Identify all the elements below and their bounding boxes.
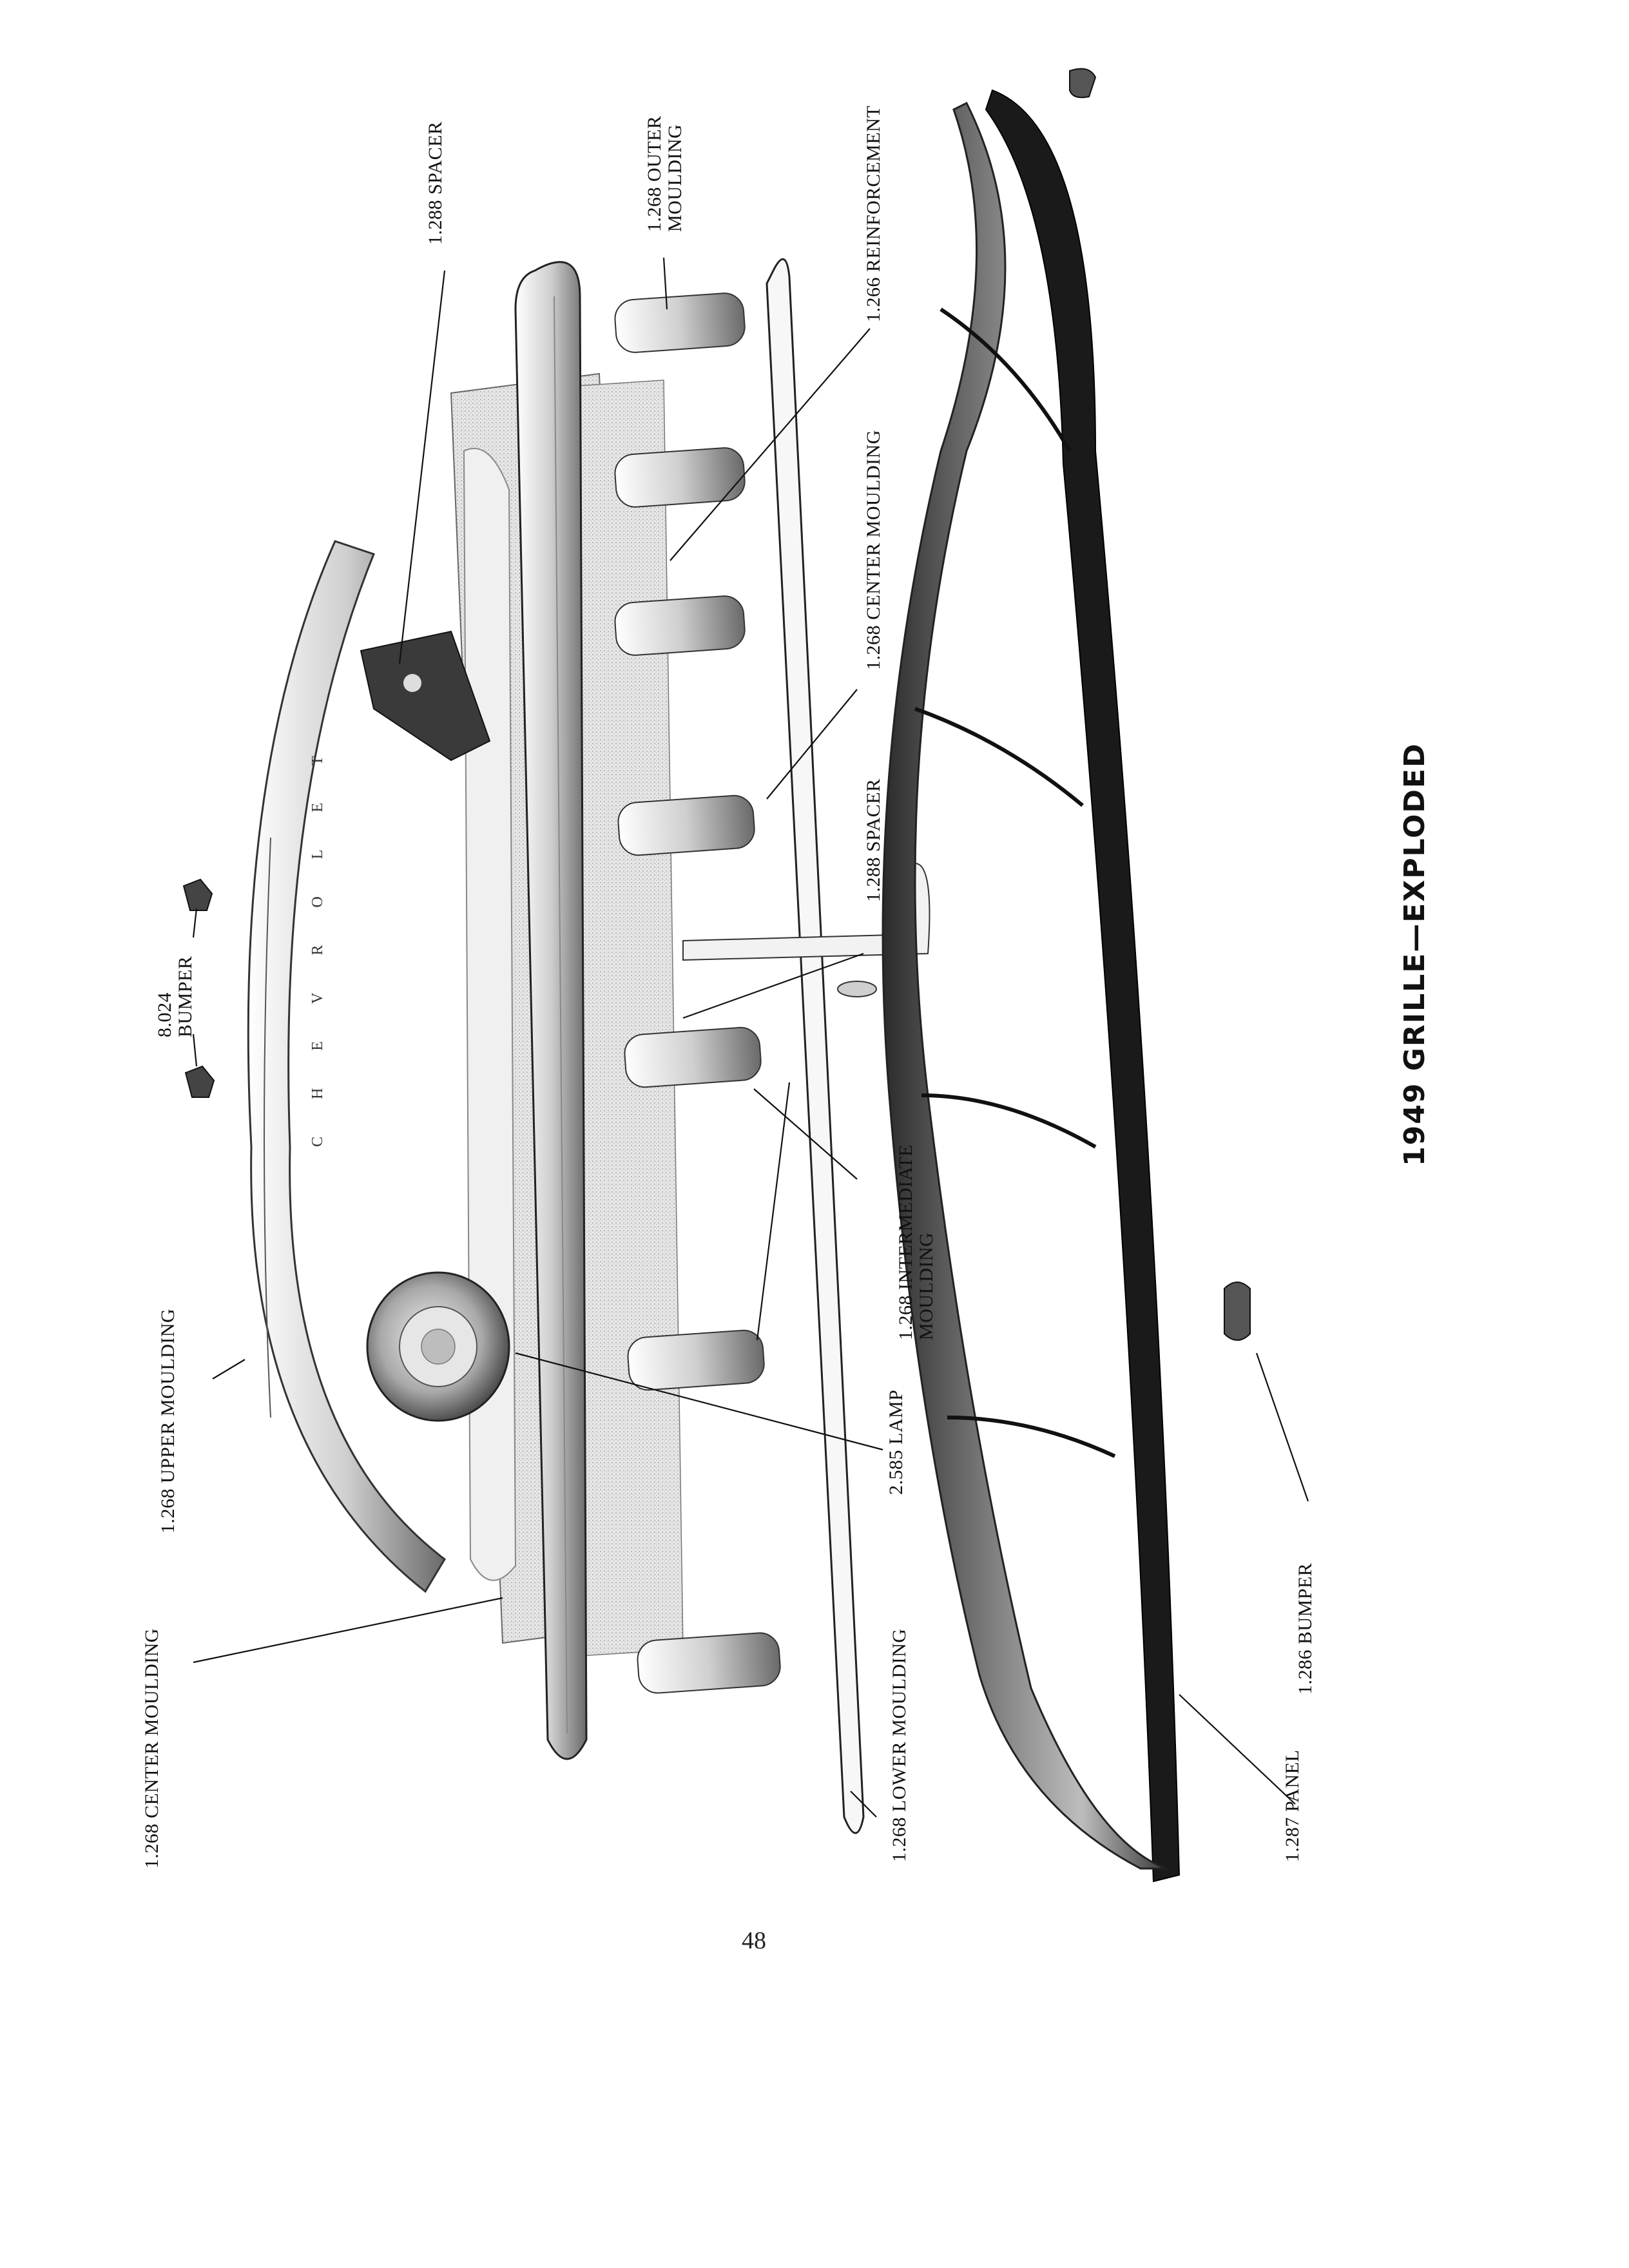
label-bumper-bottom-line1: 1.286 BUMPER [1295, 1562, 1316, 1695]
page-title: 1949 GRILLE—EXPLODED [1398, 742, 1431, 1166]
chevrolet-script: CHEVROLET [309, 718, 326, 1147]
label-bumper-bottom [1295, 1563, 1316, 1695]
label-upper-moulding [158, 1309, 178, 1533]
lamp [367, 1273, 509, 1421]
label-spacer-mid-line1: 1.288 SPACER [863, 778, 884, 902]
label-lower-moulding [889, 1629, 910, 1862]
label-reinforcement-line1: 1.266 REINFORCEMENT [863, 105, 884, 322]
label-lamp-line1: 2.585 LAMP [885, 1389, 907, 1495]
label-outer-moulding-line1: 1.268 OUTER [644, 115, 665, 232]
label-intermediate-moulding-line1: 1.268 INTERMEDIATE [895, 1144, 916, 1340]
grille-panel [883, 90, 1179, 1881]
lower-moulding-bar [767, 259, 863, 1833]
label-intermediate-moulding [896, 1144, 938, 1340]
label-bumper-small-line2: BUMPER [175, 956, 197, 1037]
label-bumper-small-line1: 8.024 [154, 992, 175, 1037]
label-center-moulding-right [863, 430, 884, 670]
label-intermediate-moulding-line2: MOULDING [916, 1232, 938, 1340]
label-lower-moulding-line1: 1.268 LOWER MOULDING [889, 1628, 910, 1862]
label-upper-moulding-line1: 1.268 UPPER MOULDING [157, 1308, 178, 1533]
label-panel [1282, 1750, 1303, 1862]
label-center-moulding-right-line1: 1.268 CENTER MOULDING [863, 430, 884, 670]
label-outer-moulding-line2: MOULDING [664, 124, 686, 232]
label-spacer-top [425, 121, 446, 245]
label-panel-line1: 1.287 PANEL [1282, 1749, 1303, 1862]
label-outer-moulding [644, 116, 686, 233]
label-center-moulding-left [142, 1628, 162, 1869]
label-spacer-mid [863, 778, 884, 902]
label-spacer-top-line1: 1.288 SPACER [425, 121, 446, 245]
page-number: 48 [742, 1927, 766, 1954]
label-reinforcement [863, 106, 884, 322]
label-bumper-small [155, 956, 197, 1037]
label-lamp [886, 1390, 907, 1495]
label-center-moulding-left-line1: 1.268 CENTER MOULDING [141, 1628, 162, 1869]
